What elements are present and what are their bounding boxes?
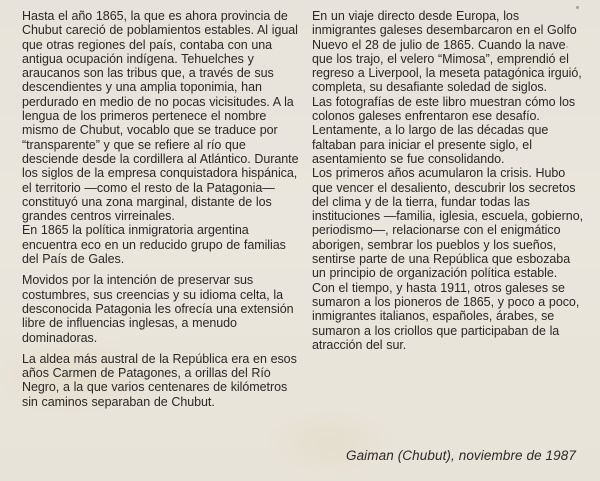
paragraph: La aldea más austral de la República era en esos años Carmen de Patagones, a orillas del Río Negro, a la que varios centenares de kilómetros sin caminos separaban de Chubut. <box>22 351 297 409</box>
paragraph: Movidos por la intención de preservar sus costumbres, sus creencias y su idioma celta, la desconocida Patagonia les ofrecía una extensión libre de influencias inglesas, a menudo dominadoras. <box>22 273 294 345</box>
paragraph: Hasta el año 1865, la que es ahora provincia de Chubut careció de poblamientos estables. Al igual que otras regiones del país, contaba con una antigua ocupación indígena. Tehuelches y araucanos son las tribus que, a través de sus descendientes y una amplia toponimia, han perdurado en medio de no pocas vicisitudes. A la lengua de los primeros pertenece el nombre mismo de Chubut, vocablo que se traduce por “transparente” y que se refiere al río que desciende desde la cordillera al Atlántico. Durante los siglos de la empresa conquistadora hispánica, el territorio —como el resto de la Patagonia— constituyó una zona marginal, distante de los grandes centros virreinales. <box>22 9 299 224</box>
scan-speck <box>266 368 268 370</box>
paragraph: Con el tiempo, y hasta 1911, otros galeses se sumaron a los pioneros de 1865, y poco a poco, inmigrantes italianos, españoles, árabes, se sumaron a los criollos que participaban de la atracción del sur. <box>312 280 580 352</box>
paragraph: En un viaje directo desde Europa, los inmigrantes galeses desembarcaron en el Golfo Nuevo el 28 de julio de 1865. Cuando la nave que los trajo, el velero “Mimosa”, emprendió el regreso a Liverpool, la meseta patagónica irguió, completa, su desafiante soledad de siglos. <box>312 9 582 95</box>
left-column <box>22 9 299 409</box>
dateline: Gaiman (Chubut), noviembre de 1987 <box>345 448 576 463</box>
paragraph: En 1865 la política inmigratoria argentina encuentra eco en un reducido grupo de familias del País de Gales. <box>22 223 286 267</box>
right-column <box>312 9 586 409</box>
paragraph: Los primeros años acumularon la crisis. Hubo que vencer el desaliento, descubrir los secretos del clima y de la tierra, fundar todas las instituciones —familia, iglesia, escuela, gobierno, periodismo—, relacionarse con el enigmático aborigen, sembrar los pueblos y los sueños, sentirse parte de una República que esbozaba un principio de organización política estable. <box>312 166 584 281</box>
scan-speck <box>566 46 568 48</box>
paragraph: Las fotografías de este libro muestran cómo los colonos galeses enfrentaron ese desafío. Lentamente, a lo largo de las décadas que faltaban para iniciar el presente siglo, el asentamiento se fue consolidando. <box>312 94 576 166</box>
scan-speck <box>576 6 579 9</box>
